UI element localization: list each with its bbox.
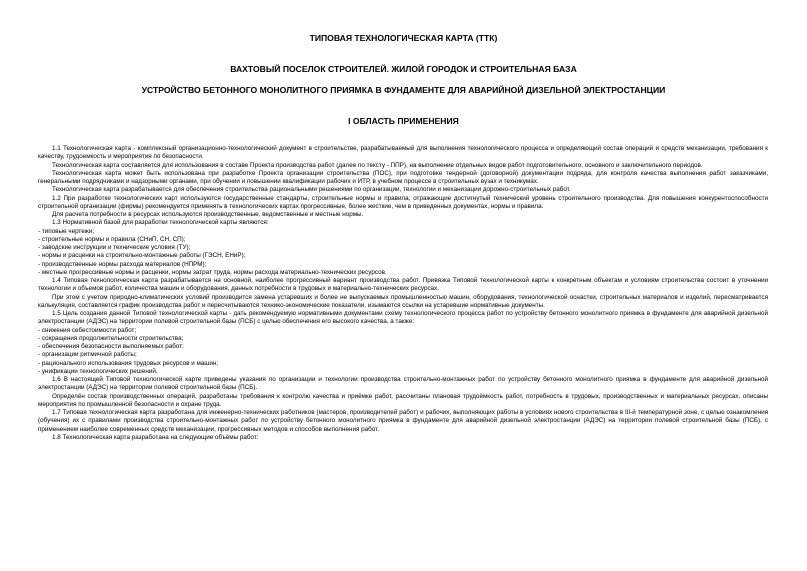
list-item: - снижения себестоимости работ; — [38, 326, 137, 334]
paragraph: 1.6 В настоящей Типовой технологической карте приведены указания по организации и технологии производства строительно-монтажных работ по устройству бетонного монолитного приямка в фундаменте для аварийной дизельной электростанции (АДЭС) на территории полевой строительной базы (ПСБ). — [38, 376, 768, 392]
paragraph: 1.5 Цель создания данной Типовой технологической карты - дать рекомендуемую нормативными документами схему технологического процесса работ по устройству бетонного монолитного приямка в фундаменте для аварийной дизельной электростанции (АДЭС) на территории полевой строительной базы (ПСБ) с целью обеспечения его высокого качества, а также: — [38, 310, 768, 326]
list-item: - сокращения продолжительности строительства; — [38, 334, 184, 342]
paragraph: При этом с учетом природно-климатических условий производится замена устаревших и более не выпускаемых промышленностью машин, оборудования, технологической оснастки, строительных материалов и изделий, пересматривается калькуляция, составляется график производства работ и пересчитываются технико-экономические показатели, изымаются ссылки на устаревшие нормативные документы. — [38, 293, 768, 309]
paragraph: Технологическая карта может быть использована при разработке Проекта организации строительства (ПОС), при подготовке тендерной (договорной) документации подряда, для контроля качества выполнения работ заказчиками, генеральными подрядчиками и надзорными органами, при обучении и повышении квалификации рабочих и ИТР, в учебном процессе в строительных вузах и техникумах. — [38, 169, 768, 185]
list-item: - строительные нормы и правила (СНиП, СН, СП); — [38, 235, 186, 243]
list-item: - нормы и расценки на строительно-монтажные работы (ГЭСН, ЕНиР); — [38, 252, 246, 260]
section-heading: I ОБЛАСТЬ ПРИМЕНЕНИЯ — [348, 116, 459, 126]
list-item: - заводские инструкции и технические условия (ТУ); — [38, 244, 191, 251]
document-title: ТИПОВАЯ ТЕХНОЛОГИЧЕСКАЯ КАРТА (ТТК) — [309, 33, 498, 43]
paragraph: 1.8 Технологическая карта разработана на следующие объёмы работ: — [52, 433, 259, 441]
document-topic: УСТРОЙСТВО БЕТОННОГО МОНОЛИТНОГО ПРИЯМКА В ФУНДАМЕНТЕ ДЛЯ АВАРИЙНОЙ ДИЗЕЛЬНОЙ ЭЛЕКТРОСТАНЦИИ — [141, 85, 666, 95]
list-item: - организации ритмичной работы; — [38, 351, 137, 359]
paragraph: Технологическая карта составляется для использования в составе Проекта производства работ (далее по тексту - ППР), на выполнение отдельных видов работ подготовительного, основного и заключительного периодов. — [52, 161, 703, 169]
document-body — [38, 145, 768, 442]
paragraph: 1.2 При разработке технологических карт используются государственные стандарты, строительные нормы и правила, отражающие достигнутый технический уровень строительного производства. Для повышения конкурентоспособности строительной организации (фирмы) рекомендуется применять в технологических картах прогрессивные, более жесткие, чем в приведенных документах, нормы и правила. — [38, 194, 768, 210]
paragraph: 1.7 Типовая технологическая карта разработана для инженерно-технических работников (мастеров, производителей работ) и рабочих, выполняющих работы в условиях нового строительства в III-й температурной зоне, с целью ознакомления (обучения) их с правилами производства строительно-монтажных работ по устройству бетонного монолитного приямка в фундаменте для аварийной дизельной электростанции (АДЭС) на территории полевой строительной базы (ПСБ), с применением наиболее современных средств механизации, прогрессивных методов и способов выполнения работ. — [38, 409, 768, 433]
list-item: - типовые чертежи; — [38, 227, 95, 235]
document-subtitle: ВАХТОВЫЙ ПОСЕЛОК СТРОИТЕЛЕЙ. ЖИЛОЙ ГОРОДОК И СТРОИТЕЛЬНАЯ БАЗА — [230, 64, 577, 74]
paragraph: 1.1 Технологическая карта - комплексный организационно-технологический документ в строительстве, разрабатываемый для выполнения технологического процесса и определяющий состав операций и средств механизации, требования к качеству, трудоемкость и мероприятия по безопасности. — [38, 145, 768, 161]
paragraph: Для расчета потребности в ресурсах используются производственные, ведомственные и местные нормы. — [52, 211, 364, 218]
list-item: - рационального использования трудовых ресурсов и машин; — [38, 359, 219, 367]
list-item: - производственные нормы расхода материалов (НПРМ); — [38, 260, 207, 268]
list-item: - унификации технологических решений. — [38, 367, 158, 375]
list-item: - местные прогрессивные нормы и расценки, нормы затрат труда, нормы расхода материально-технических ресурсов. — [38, 268, 387, 276]
paragraph: 1.3 Нормативной базой для разработки технологической карты являются: — [52, 219, 269, 227]
paragraph: 1.4 Типовая технологическая карта разрабатывается на основной, наиболее прогрессивный вариант производства работ. Привязка Типовой технологической карты к конкретным объектам и условиям строительства состоит в уточнении технологии и объемов работ, количества машин и оборудования, данных потребности в трудовых и материально-технических ресурсах. — [38, 277, 768, 293]
paragraph: Определён состав производственных операций, разработаны требования к контролю качества и приёмке работ, рассчитаны плановая трудоёмкость работ, потребность в трудовых, производственных и материальных ресурсах, описаны мероприятия по промышленной безопасности и охране труда. — [38, 392, 768, 408]
list-item: - обеспечения безопасности выполняемых работ; — [38, 343, 184, 350]
paragraph: Технологическая карта разрабатывается для обеспечения строительства рациональными решениями по организации, технологии и механизации дорожно-строительных работ. — [52, 186, 571, 194]
